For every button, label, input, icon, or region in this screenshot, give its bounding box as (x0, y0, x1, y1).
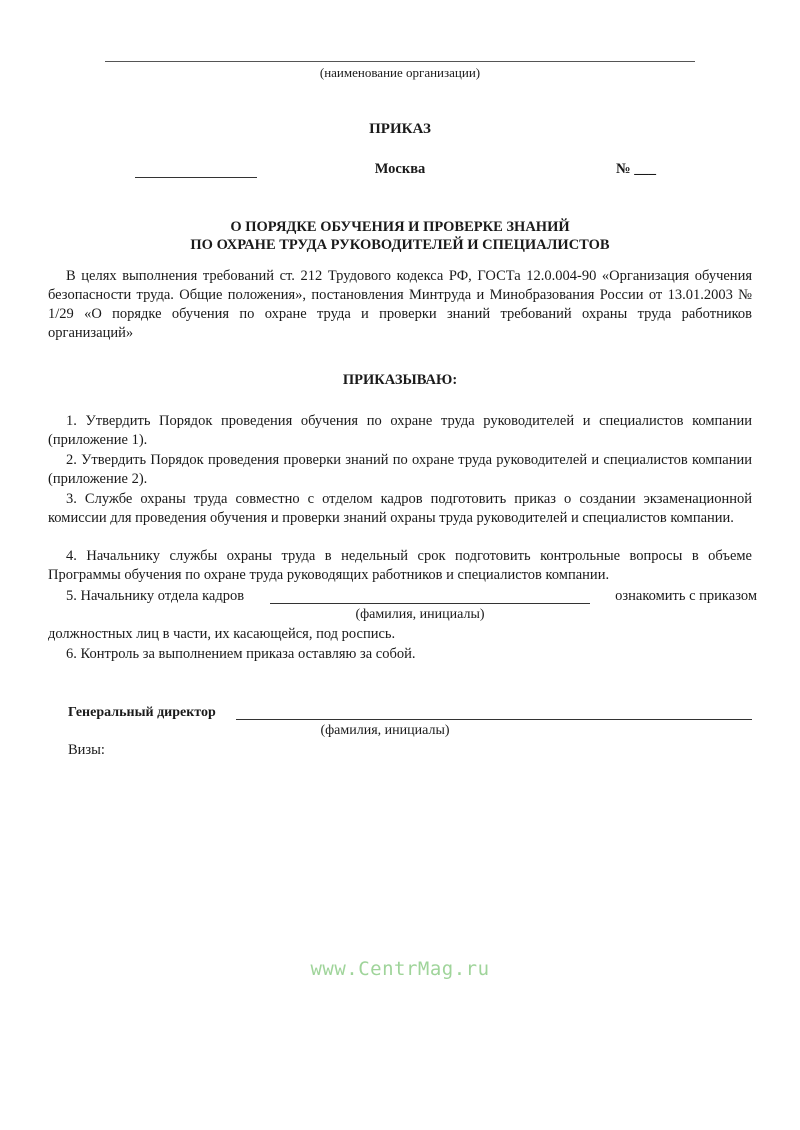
signature-line (236, 719, 752, 720)
order-title: ПРИКАЗ (369, 121, 431, 137)
order-subject-line-1: О ПОРЯДКЕ ОБУЧЕНИЯ И ПРОВЕРКЕ ЗНАНИЙ (230, 219, 570, 235)
hr-head-name-line (270, 603, 590, 604)
order-date-line (135, 177, 257, 178)
order-item-3: 3. Службе охраны труда совместно с отделом кадров подготовить приказ о создании экзаменационной комиссии для проведения обучения и проверки знаний охраны труда руководителей и специалистов компании. (48, 491, 752, 526)
organization-name-line (105, 61, 695, 62)
order-item-5-continuation: должностных лиц в части, их касающейся, под роспись. (48, 626, 396, 642)
order-city: Москва (374, 161, 426, 177)
organization-name-caption: (наименование организации) (319, 65, 481, 80)
order-item-5-prefix: 5. Начальнику отдела кадров (66, 588, 245, 604)
hr-head-name-caption: (фамилия, инициалы) (355, 607, 485, 622)
order-number: № ___ (616, 161, 656, 177)
signature-caption: (фамилия, инициалы) (320, 723, 450, 738)
order-item-4: 4. Начальнику службы охраны труда в недельный срок подготовить контрольные вопросы в объеме Программы обучения по охране труда руководящих работников и специалистов компании. (48, 548, 752, 583)
visas-label: Визы: (68, 742, 105, 758)
order-item-2: 2. Утвердить Порядок проведения проверки знаний по охране труда руководителей и специалистов компании (приложение 2). (48, 452, 752, 487)
site-watermark: www.CentrMag.ru (310, 958, 490, 980)
order-item-1: 1. Утвердить Порядок проведения обучения по охране труда руководителей и специалистов компании (приложение 1). (48, 413, 752, 448)
order-decree: ПРИКАЗЫВАЮ: (342, 372, 458, 388)
order-item-6: 6. Контроль за выполнением приказа оставляю за собой. (66, 646, 416, 662)
order-preamble: В целях выполнения требований ст. 212 Трудового кодекса РФ, ГОСТа 12.0.004-90 «Организация обучения безопасности труда. Общие положения», постановления Минтруда и Минобразования России от 13.01.2003 № 1/29 «О порядке обучения по охране труда и проверки знаний требований охраны труда работников организаций» (48, 268, 752, 341)
order-subject-line-2: ПО ОХРАНЕ ТРУДА РУКОВОДИТЕЛЕЙ И СПЕЦИАЛИСТОВ (190, 237, 610, 253)
order-item-5-suffix: ознакомить с приказом (615, 588, 757, 604)
signature-title: Генеральный директор (68, 705, 216, 720)
